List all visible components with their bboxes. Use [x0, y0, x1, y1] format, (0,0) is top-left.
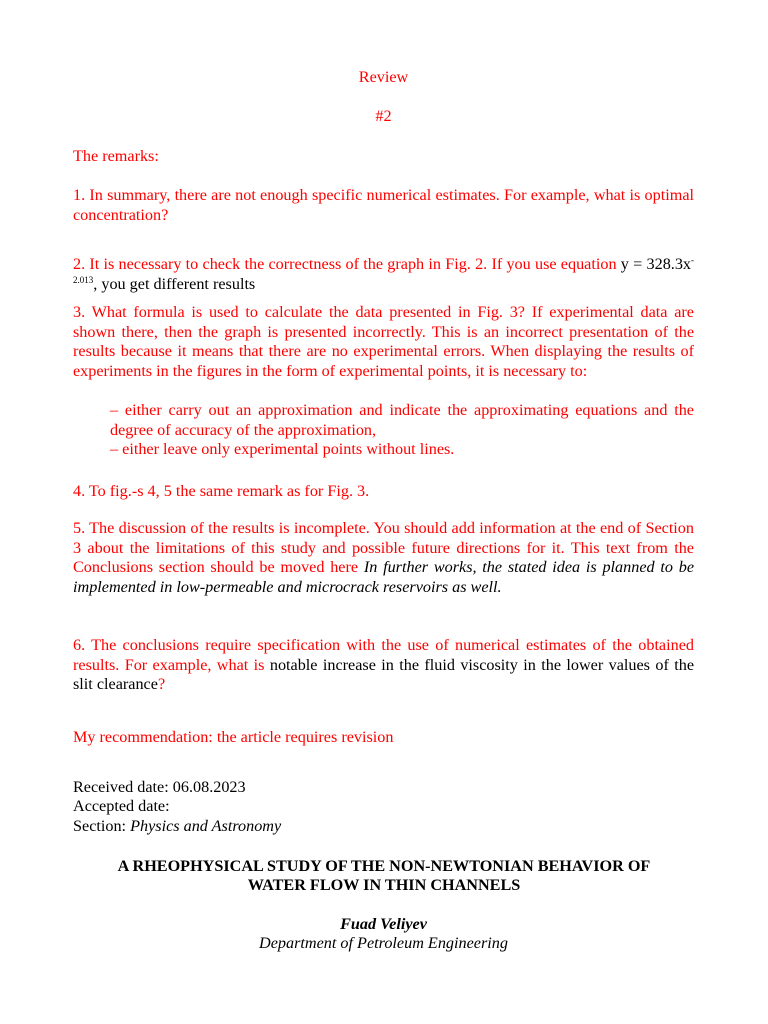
section-value: Physics and Astronomy — [130, 817, 282, 835]
article-title-line-2: WATER FLOW IN THIN CHANNELS — [247, 876, 521, 894]
remark-3-bullet-1: – either carry out an approximation and indicate the approximating equations and the degree of accuracy of the approximation, — [110, 401, 694, 439]
remark-6-text: 6. The conclusions require specification with the use of numerical estimates of the obtained results. For example, what is — [73, 636, 694, 674]
remark-6-quote: notable increase in the fluid viscosity in the lower values of the slit clearance — [73, 655, 695, 693]
section-label: Section: — [73, 817, 127, 835]
article-title-line-1: A RHEOPHYSICAL STUDY OF THE NON-NEWTONIAN BEHAVIOR OF — [117, 857, 651, 875]
received-date: Received date: 06.08.2023 — [73, 778, 246, 796]
remark-6 — [73, 636, 694, 695]
remark-6-question-mark: ? — [157, 675, 166, 693]
remark-2 — [73, 255, 694, 294]
remark-4: 4. To fig.-s 4, 5 the same remark as for Fig. 3. — [73, 482, 370, 500]
remark-5 — [73, 519, 694, 597]
remark-5-text: 5. The discussion of the results is incomplete. You should add information at the end of Section 3 about the limitations of this study and possible future directions for it. This text from the Conclusions section should be moved here — [73, 519, 694, 576]
section-line — [73, 817, 694, 837]
remark-2-text: 2. It is necessary to check the correctness of the graph in Fig. 2. If you use equation — [73, 255, 617, 273]
remark-3-bullet-2: – either leave only experimental points without lines. — [110, 440, 455, 458]
review-number: #2 — [375, 107, 392, 125]
remark-3: 3. What formula is used to calculate the data presented in Fig. 3? If experimental data are shown there, then the graph is presented incorrectly. This is an incorrect presentation of the results because it means that there are no experimental errors. When displaying the results of experiments in the figures in the form of experimental points, it is necessary to: — [73, 303, 694, 380]
review-title: Review — [358, 68, 409, 86]
remark-2-eq-y: y — [620, 255, 629, 273]
author-department: Department of Petroleum Engineering — [259, 934, 508, 952]
remark-2-result: , you get different results — [93, 274, 256, 293]
accepted-date: Accepted date: — [73, 797, 170, 815]
remark-5-quote: In further works, the stated idea is planned to be implemented in low-permeable and microcrack reservoirs as well. — [73, 558, 694, 596]
remark-1: 1. In summary, there are not enough specific numerical estimates. For example, what is optimal concentration? — [73, 186, 694, 224]
remark-2-equation: = 328.3x — [633, 255, 692, 273]
remarks-heading: The remarks: — [73, 147, 159, 165]
recommendation: My recommendation: the article requires revision — [73, 728, 394, 746]
remark-2-exponent: -2.013 — [73, 255, 695, 285]
author-name: Fuad Veliyev — [340, 915, 427, 933]
